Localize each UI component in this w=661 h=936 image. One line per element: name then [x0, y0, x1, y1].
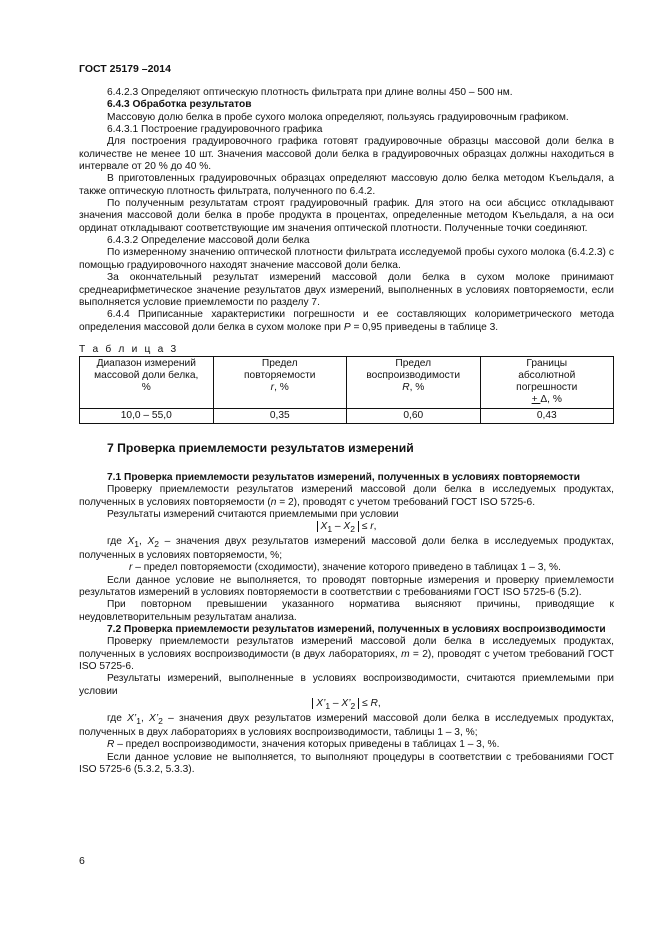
paragraph: По полученным результатам строят градуировочный график. Для этого на оси абсцисс откладывают значения массовой доли белка в пробе продукта в процентах, определенные методом Къельдаля, а на оси ординат откладывают соответствующие им значения оптической плотности. Полученные точки соединяют.: [79, 198, 614, 234]
formula: $X’_1$ – $X’_2 \le R$,: [79, 698, 614, 712]
paragraph: 6.4.3.2 Определение массовой доли белка: [107, 235, 310, 247]
page-number: 6: [79, 855, 85, 867]
formula: $X_1 - X_2 \le r$,: [79, 521, 614, 535]
section-heading: 7.2 Проверка приемлемости результатов измерений, полученных в условиях воспроизводимости: [107, 624, 606, 636]
table-header-cell: Границы абсолютной погрешности + Δ, %: [480, 356, 614, 408]
paragraph: Массовую долю белка в пробе сухого молока определяют, пользуясь градуировочным графиком.: [107, 111, 569, 123]
table-header-cell: Предел воспроизводимости R, %: [347, 356, 481, 408]
paragraph: Для построения градуировочного графика готовят градуировочные образцы массовой доли белка в количестве не менее 10 шт. Значения массовой доли белка в градуировочных образцах должны находиться в интервале от 20 % до 40 %.: [79, 136, 614, 173]
document-header: ГОСТ 25179 –2014: [79, 63, 171, 75]
paragraph: 6.4.4 Приписанные характеристики погрешности и ее составляющих колориметрического метода определения массовой доли белка в сухом молоке при P = 0,95 приведены в таблице 3.: [79, 309, 614, 333]
paragraph: По измеренному значению оптической плотности фильтрата исследуемой пробы сухого молока (6.4.2.3) с помощью градуировочного находят значение массовой доли белка.: [79, 247, 614, 271]
paragraph: Проверку приемлемости результатов измерений массовой доли белка в исследуемых продуктах, полученных в условиях повторяемости (n = 2), проводят с учетом требований ГОСТ ISO 5725-6.: [79, 484, 614, 508]
table-cell: 10,0 – 55,0: [80, 408, 214, 423]
paragraph: Результаты измерений, выполненные в условиях воспроизводимости, считаются приемлемыми при условии: [79, 673, 614, 697]
paragraph: R – предел воспроизводимости, значения которых приведены в таблицах 1 – 3, %.: [107, 739, 500, 751]
paragraph: 6.4.3.1 Построение градуировочного графика: [107, 124, 323, 136]
table-header-cell: Диапазон измерений массовой доли белка, %: [80, 356, 214, 408]
table-row: [80, 408, 614, 423]
paragraph: Если данное условие не выполняется, то проводят повторные измерения и проверку приемлемости результатов измерений в условиях повторяемости в соответствии с требованиями ГОСТ ISO 5725-6 (5.2).: [79, 574, 614, 599]
section-title: 7 Проверка приемлемости результатов измерений: [107, 440, 414, 455]
table-header-cell: Предел повторяемости r, %: [213, 356, 347, 408]
paragraph: Если данное условие не выполняется, то выполняют процедуры в соответствии с требованиями ГОСТ ISO 5725-6 (5.3.2, 5.3.3).: [79, 751, 614, 775]
table-cell: 0,43: [480, 408, 614, 423]
table-cell: 0,35: [213, 408, 347, 423]
paragraph: где $X’_1$, $X’_2$ – значения двух результатов измерений массовой доли белка в исследуемых продуктах, полученных в двух лабораториях в условиях воспроизводимости, таблицы 1 – 3, %;: [79, 712, 615, 738]
paragraph: В приготовленных градуировочных образцах определяют массовую долю белка методом Къельдаля, а также оптическую плотность фильтрата, полученного по 6.4.2.: [79, 173, 614, 197]
paragraph: За окончательный результат измерений массовой доли белка в сухом молоке принимают среднеарифметическое значение результатов двух измерений, выполненных в условиях повторяемости, если выполняется условие приемлемости по разделу 7.: [79, 272, 614, 308]
paragraph: r – предел повторяемости (сходимости), значение которого приведено в таблицах 1 – 3, %.: [129, 562, 561, 574]
data-table: [79, 356, 614, 424]
paragraph: При повторном превышении указанного норматива выясняют причины, приводящие к неудовлетворительным результатам анализа.: [79, 599, 614, 623]
section-heading: 6.4.3 Обработка результатов: [107, 99, 252, 111]
table-caption: Т а б л и ц а 3: [79, 343, 179, 355]
paragraph: Проверку приемлемости результатов измерений массовой доли белка в исследуемых продуктах, полученных в условиях воспроизводимости (в двух лабораториях, m = 2), проводят с учетом требований ГОСТ ISO 5725-6.: [79, 636, 614, 673]
paragraph: где $X_1$, $X_2$ – значения двух результатов измерений массовой доли белка в исследуемых продуктах, полученных в условиях повторяемости, %;: [79, 535, 614, 562]
table-header-row: [80, 356, 614, 408]
paragraph: 6.4.2.3 Определяют оптическую плотность фильтрата при длине волны 450 – 500 нм.: [107, 87, 513, 98]
table-cell: 0,60: [347, 408, 481, 423]
document-body: [79, 87, 614, 776]
paragraph: Результаты измерений считаются приемлемыми при условии: [107, 508, 399, 520]
section-heading: 7.1 Проверка приемлемости результатов измерений, полученных в условиях повторяемости: [107, 471, 581, 483]
